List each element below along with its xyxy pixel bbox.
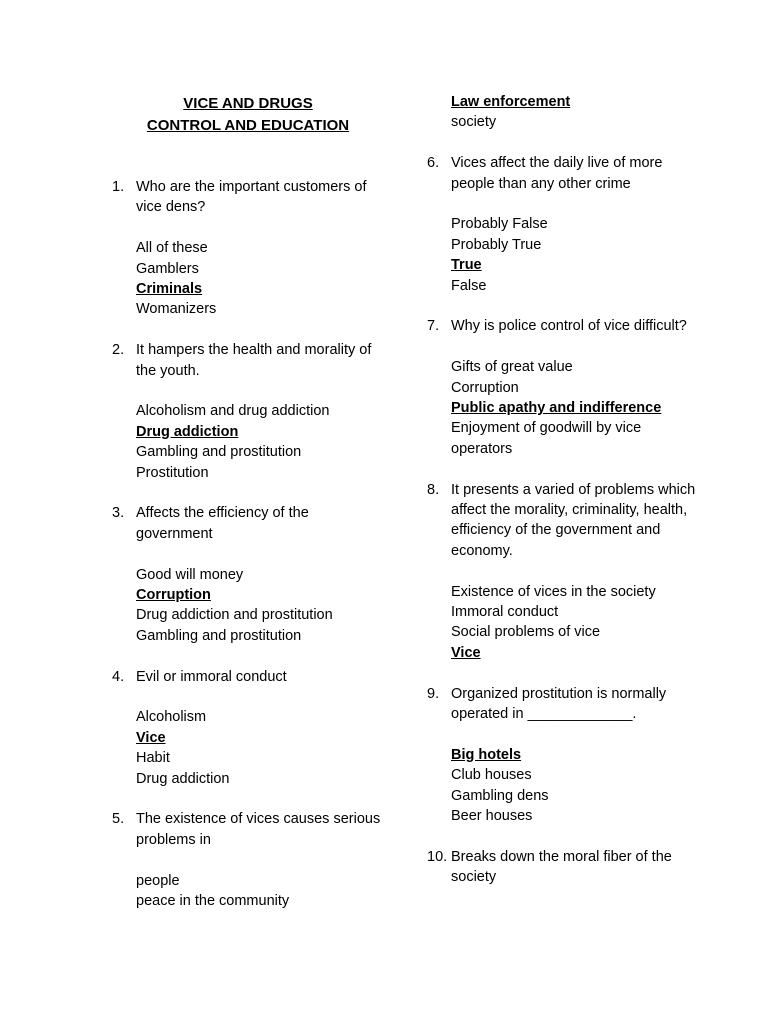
answer-options xyxy=(451,745,697,827)
answer-option: society xyxy=(451,114,497,131)
question-text: Why is police control of vice difficult? xyxy=(451,318,687,335)
answer-option: Enjoyment of goodwill by vice operators xyxy=(451,420,642,457)
answer-option: Gamblers xyxy=(136,260,199,277)
answer-option-correct: True xyxy=(451,257,482,274)
answer-option: All of these xyxy=(136,240,208,257)
answer-options xyxy=(136,871,382,912)
question-text: Organized prostitution is normally operated in _____________. xyxy=(451,685,667,723)
answer-option: Immoral conduct xyxy=(451,604,559,621)
answer-options xyxy=(136,401,382,483)
answer-option: Corruption xyxy=(451,379,519,396)
answer-option: Alcoholism and drug addiction xyxy=(136,403,330,420)
answer-option: Prostitution xyxy=(136,464,209,481)
question-number: 5. xyxy=(112,811,125,828)
question-number: 9. xyxy=(427,685,440,702)
answer-option: Probably True xyxy=(451,236,542,253)
answer-option: Drug addiction and prostitution xyxy=(136,607,333,624)
question-item xyxy=(427,153,697,296)
answer-option: Gambling and prostitution xyxy=(136,444,302,461)
question-item xyxy=(112,809,382,911)
question-text: Affects the efficiency of the government xyxy=(136,505,309,542)
answer-option: False xyxy=(451,277,487,294)
right-column xyxy=(427,92,697,888)
answer-options xyxy=(136,565,382,647)
question-number: 2. xyxy=(112,342,125,359)
answer-option-correct: Big hotels xyxy=(451,746,522,763)
question-text: Evil or immoral conduct xyxy=(136,668,287,685)
question-item xyxy=(112,667,382,789)
question-number: 4. xyxy=(112,668,125,685)
answer-option: Gifts of great value xyxy=(451,359,573,376)
title-line-2: CONTROL AND EDUCATION xyxy=(146,117,350,134)
question-item xyxy=(427,480,697,664)
answer-option-correct: Public apathy and indifference xyxy=(451,400,662,417)
continued-options xyxy=(427,92,697,133)
question-item xyxy=(112,503,382,646)
answer-options xyxy=(136,707,382,789)
answer-options xyxy=(451,357,697,459)
answer-options xyxy=(451,582,697,664)
answer-option: Womanizers xyxy=(136,301,217,318)
question-number: 10. xyxy=(427,848,448,865)
answer-option: people xyxy=(136,872,180,889)
question-item xyxy=(112,177,382,320)
answer-option: Probably False xyxy=(451,216,548,233)
answer-option: Existence of vices in the society xyxy=(451,583,656,600)
answer-option-correct: Criminals xyxy=(136,281,203,298)
answer-option: Habit xyxy=(136,750,170,767)
answer-options xyxy=(451,214,697,296)
question-number: 3. xyxy=(112,505,125,522)
question-item xyxy=(427,847,697,888)
question-text: Vices affect the daily live of more people than any other crime xyxy=(451,155,663,192)
answer-option: Club houses xyxy=(451,767,532,784)
title-line-1: VICE AND DRUGS xyxy=(183,95,313,112)
answer-option-correct: Law enforcement xyxy=(451,94,571,110)
question-number: 8. xyxy=(427,481,440,498)
question-item xyxy=(112,340,382,483)
left-question-list xyxy=(112,177,382,911)
answer-option-correct: Drug addiction xyxy=(136,423,239,440)
question-text: The existence of vices causes serious problems in xyxy=(136,811,381,848)
answer-option: Gambling dens xyxy=(451,787,549,804)
question-number: 7. xyxy=(427,318,440,335)
answer-option: peace in the community xyxy=(136,893,290,910)
question-item xyxy=(427,316,697,459)
question-text: It presents a varied of problems which affect the morality, criminality, health, efficiency of the government and economy. xyxy=(451,481,696,559)
left-column xyxy=(112,93,382,911)
answer-option-correct: Corruption xyxy=(136,587,211,604)
question-number: 6. xyxy=(427,155,440,172)
answer-option-correct: Vice xyxy=(451,644,481,661)
answer-option: Social problems of vice xyxy=(451,624,601,641)
question-text: Breaks down the moral fiber of the society xyxy=(451,848,672,886)
question-text: Who are the important customers of vice dens? xyxy=(136,179,367,216)
answer-option: Drug addiction xyxy=(136,770,230,787)
right-question-list xyxy=(427,153,697,888)
answer-option: Alcoholism xyxy=(136,709,207,726)
question-item xyxy=(427,684,697,827)
answer-options xyxy=(136,238,382,320)
document-title xyxy=(112,93,382,137)
answer-option: Beer houses xyxy=(451,808,533,825)
question-number: 1. xyxy=(112,179,125,195)
answer-option: Gambling and prostitution xyxy=(136,627,302,644)
answer-option-correct: Vice xyxy=(136,729,166,746)
question-text: It hampers the health and morality of the youth. xyxy=(136,342,372,379)
answer-option: Good will money xyxy=(136,566,244,583)
